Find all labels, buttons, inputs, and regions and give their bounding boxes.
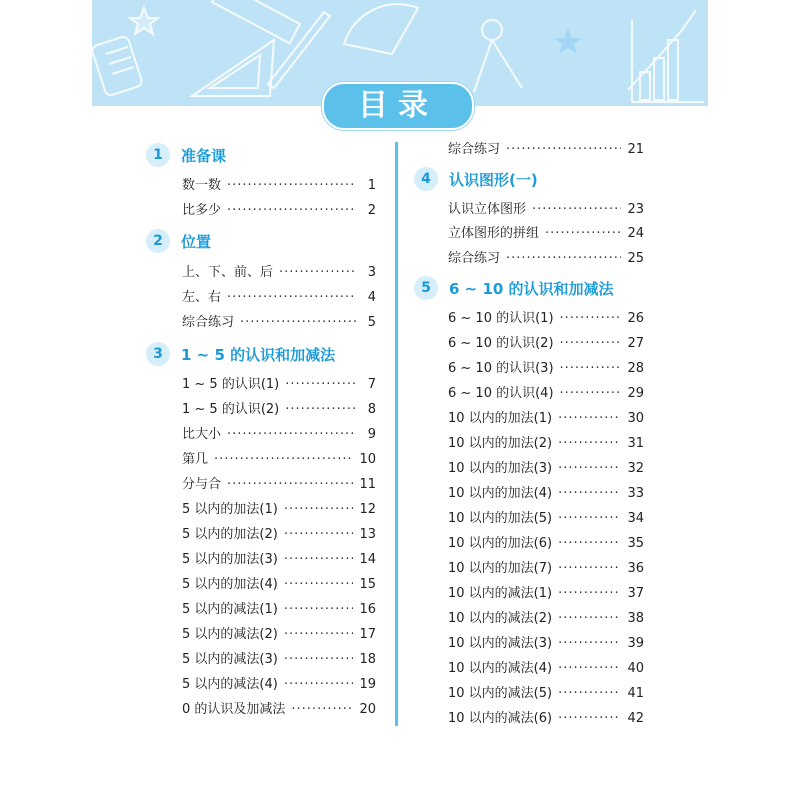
leader-dots [291, 702, 353, 717]
entry-label: 5 以内的加法(3) [182, 552, 278, 567]
section-number: 1 [146, 143, 170, 167]
entry-label: 立体图形的拼组 [448, 226, 540, 241]
toc-entry[interactable] [182, 598, 376, 618]
toc-entry[interactable] [182, 174, 376, 194]
section-number: 5 [414, 276, 438, 300]
leader-dots [284, 627, 354, 642]
toc-entry[interactable] [182, 473, 376, 493]
entry-page: 34 [627, 511, 644, 526]
toc-entry[interactable] [182, 523, 376, 543]
leader-dots [545, 226, 621, 241]
leader-dots [560, 311, 622, 326]
ruler-icon [212, 0, 300, 43]
toc-entry[interactable] [448, 432, 644, 452]
toc-entry[interactable] [182, 698, 376, 718]
entry-page: 33 [627, 486, 644, 501]
leader-dots [558, 536, 621, 551]
entry-page: 19 [359, 677, 376, 692]
leader-dots [284, 502, 354, 517]
entry-page: 38 [627, 611, 644, 626]
entry-page: 4 [367, 290, 376, 305]
toc-entry[interactable] [182, 548, 376, 568]
toc-entry[interactable] [182, 573, 376, 593]
toc-entry[interactable] [448, 332, 644, 352]
entry-label: 综合练习 [182, 315, 235, 330]
toc-entry[interactable] [448, 138, 644, 158]
entry-page: 26 [627, 311, 644, 326]
entry-label: 10 以内的减法(1) [448, 586, 553, 601]
toc-entry[interactable] [448, 482, 644, 502]
leader-dots [285, 377, 356, 392]
leader-dots [284, 652, 354, 667]
entry-page: 7 [367, 377, 376, 392]
entry-label: 10 以内的减法(3) [448, 636, 553, 651]
entry-label: 左、右 [182, 290, 222, 305]
entry-label: 1 ~ 5 的认识(1) [182, 377, 280, 392]
toc-entry[interactable] [448, 198, 644, 218]
entry-label: 10 以内的加法(5) [448, 511, 553, 526]
section-title: 6 ~ 10 的认识和加减法 [449, 279, 614, 298]
section-title: 位置 [181, 232, 212, 251]
entry-page: 36 [627, 561, 644, 576]
entry-label: 5 以内的加法(2) [182, 527, 278, 542]
entry-label: 10 以内的加法(4) [448, 486, 553, 501]
toc-entry[interactable] [448, 382, 644, 402]
compass-icon [482, 20, 502, 40]
leader-dots [558, 586, 621, 601]
entry-page: 9 [367, 427, 376, 442]
entry-label: 数一数 [182, 178, 222, 193]
entry-label: 认识立体图形 [448, 202, 527, 217]
leader-dots [558, 611, 621, 626]
entry-page: 3 [367, 265, 376, 280]
section-number: 4 [414, 167, 438, 191]
entry-label: 比多少 [182, 203, 222, 218]
entry-page: 5 [367, 315, 376, 330]
star-icon [130, 8, 158, 34]
entry-page: 18 [359, 652, 376, 667]
entry-label: 10 以内的减法(5) [448, 686, 553, 701]
leader-dots [506, 251, 621, 266]
protractor-icon [344, 4, 418, 54]
toc-entry[interactable] [448, 707, 644, 727]
entry-label: 10 以内的加法(7) [448, 561, 553, 576]
entry-label: 10 以内的加法(2) [448, 436, 553, 451]
section-number: 2 [146, 229, 170, 253]
entry-page: 1 [367, 178, 376, 193]
section-title: 1 ~ 5 的认识和加减法 [181, 345, 336, 364]
toc-entry[interactable] [448, 632, 644, 652]
leader-dots [227, 477, 353, 492]
entry-label: 5 以内的减法(1) [182, 602, 278, 617]
entry-label: 上、下、前、后 [182, 265, 274, 280]
section-title: 准备课 [181, 146, 227, 165]
entry-label: 10 以内的加法(6) [448, 536, 553, 551]
entry-page: 28 [627, 361, 644, 376]
entry-page: 23 [627, 202, 644, 217]
entry-page: 12 [359, 502, 376, 517]
toc-entry[interactable] [448, 247, 644, 267]
leader-dots [284, 677, 354, 692]
leader-dots [558, 411, 621, 426]
toc-entry[interactable] [448, 532, 644, 552]
toc-entry[interactable] [182, 448, 376, 468]
entry-label: 5 以内的减法(3) [182, 652, 278, 667]
entry-page: 27 [627, 336, 644, 351]
entry-page: 37 [627, 586, 644, 601]
entry-page: 17 [359, 627, 376, 642]
leader-dots [227, 290, 356, 305]
entry-label: 10 以内的加法(1) [448, 411, 553, 426]
entry-page: 16 [359, 602, 376, 617]
entry-page: 20 [359, 702, 376, 717]
toc-section-5[interactable] [414, 276, 614, 300]
entry-page: 41 [627, 686, 644, 701]
toc-entry[interactable] [448, 582, 644, 602]
entry-label: 5 以内的加法(1) [182, 502, 278, 517]
toc-entry[interactable] [448, 307, 644, 327]
entry-page: 40 [627, 661, 644, 676]
entry-label: 5 以内的减法(4) [182, 677, 278, 692]
leader-dots [558, 461, 621, 476]
toc-section-3[interactable] [146, 342, 335, 366]
toc-entry[interactable] [182, 423, 376, 443]
leader-dots [284, 577, 354, 592]
entry-label: 综合练习 [448, 142, 501, 157]
entry-page: 35 [627, 536, 644, 551]
leader-dots [285, 402, 356, 417]
entry-label: 比大小 [182, 427, 222, 442]
entry-label: 6 ~ 10 的认识(2) [448, 336, 554, 351]
entry-page: 30 [627, 411, 644, 426]
toc-entry[interactable] [182, 286, 376, 306]
entry-label: 6 ~ 10 的认识(4) [448, 386, 554, 401]
leader-dots [284, 552, 354, 567]
entry-page: 15 [359, 577, 376, 592]
leader-dots [558, 686, 621, 701]
entry-page: 8 [367, 402, 376, 417]
toc-entry[interactable] [182, 498, 376, 518]
leader-dots [558, 486, 621, 501]
entry-label: 0 的认识及加减法 [182, 702, 286, 717]
leader-dots [558, 661, 621, 676]
entry-label: 10 以内的减法(4) [448, 661, 553, 676]
entry-page: 42 [627, 711, 644, 726]
toc-entry[interactable] [448, 357, 644, 377]
entry-page: 2 [367, 203, 376, 218]
toc-entry[interactable] [448, 607, 644, 627]
entry-label: 6 ~ 10 的认识(3) [448, 361, 554, 376]
leader-dots [560, 336, 622, 351]
entry-label: 第几 [182, 452, 209, 467]
toc-entry[interactable] [448, 557, 644, 577]
toc-entry[interactable] [182, 623, 376, 643]
toc-entry[interactable] [448, 682, 644, 702]
toc-entry[interactable] [448, 657, 644, 677]
entry-label: 10 以内的加法(3) [448, 461, 553, 476]
leader-dots [284, 602, 354, 617]
entry-page: 13 [359, 527, 376, 542]
entry-label: 10 以内的减法(2) [448, 611, 553, 626]
leader-dots [558, 636, 621, 651]
toc-entry[interactable] [448, 222, 644, 242]
toc-section-1[interactable] [146, 143, 226, 167]
leader-dots [560, 386, 622, 401]
entry-page: 21 [627, 142, 644, 157]
toc-section-4[interactable] [414, 167, 538, 191]
entry-page: 10 [359, 452, 376, 467]
entry-page: 39 [627, 636, 644, 651]
toc-entry[interactable] [182, 261, 376, 281]
page-title: 目录 [322, 82, 474, 130]
entry-label: 综合练习 [448, 251, 501, 266]
leader-dots [558, 436, 621, 451]
entry-page: 31 [627, 436, 644, 451]
entry-label: 5 以内的加法(4) [182, 577, 278, 592]
toc-section-2[interactable] [146, 229, 211, 253]
toc-entry[interactable] [182, 648, 376, 668]
entry-page: 29 [627, 386, 644, 401]
toc-entry[interactable] [182, 398, 376, 418]
leader-dots [558, 561, 621, 576]
section-number: 3 [146, 342, 170, 366]
entry-label: 1 ~ 5 的认识(2) [182, 402, 280, 417]
leader-dots [214, 452, 353, 467]
leader-dots [558, 711, 621, 726]
entry-page: 11 [359, 477, 376, 492]
toc-entry[interactable] [182, 673, 376, 693]
toc-entry[interactable] [182, 373, 376, 393]
notebook-icon [92, 35, 143, 96]
leader-dots [532, 202, 621, 217]
entry-label: 5 以内的减法(2) [182, 627, 278, 642]
entry-page: 25 [627, 251, 644, 266]
toc-entry[interactable] [448, 507, 644, 527]
leader-dots [227, 427, 356, 442]
leader-dots [240, 315, 356, 330]
leader-dots [560, 361, 622, 376]
toc-entry[interactable] [182, 199, 376, 219]
leader-dots [279, 265, 356, 280]
toc-entry[interactable] [182, 311, 376, 331]
entry-page: 32 [627, 461, 644, 476]
leader-dots [227, 178, 356, 193]
column-divider [395, 142, 398, 726]
leader-dots [227, 203, 356, 218]
entry-label: 6 ~ 10 的认识(1) [448, 311, 554, 326]
toc-entry[interactable] [448, 457, 644, 477]
section-title: 认识图形(一) [449, 170, 538, 189]
leader-dots [284, 527, 354, 542]
entry-label: 分与合 [182, 477, 222, 492]
leader-dots [558, 511, 621, 526]
entry-page: 14 [359, 552, 376, 567]
leader-dots [506, 142, 621, 157]
entry-page: 24 [627, 226, 644, 241]
entry-label: 10 以内的减法(6) [448, 711, 553, 726]
toc-entry[interactable] [448, 407, 644, 427]
